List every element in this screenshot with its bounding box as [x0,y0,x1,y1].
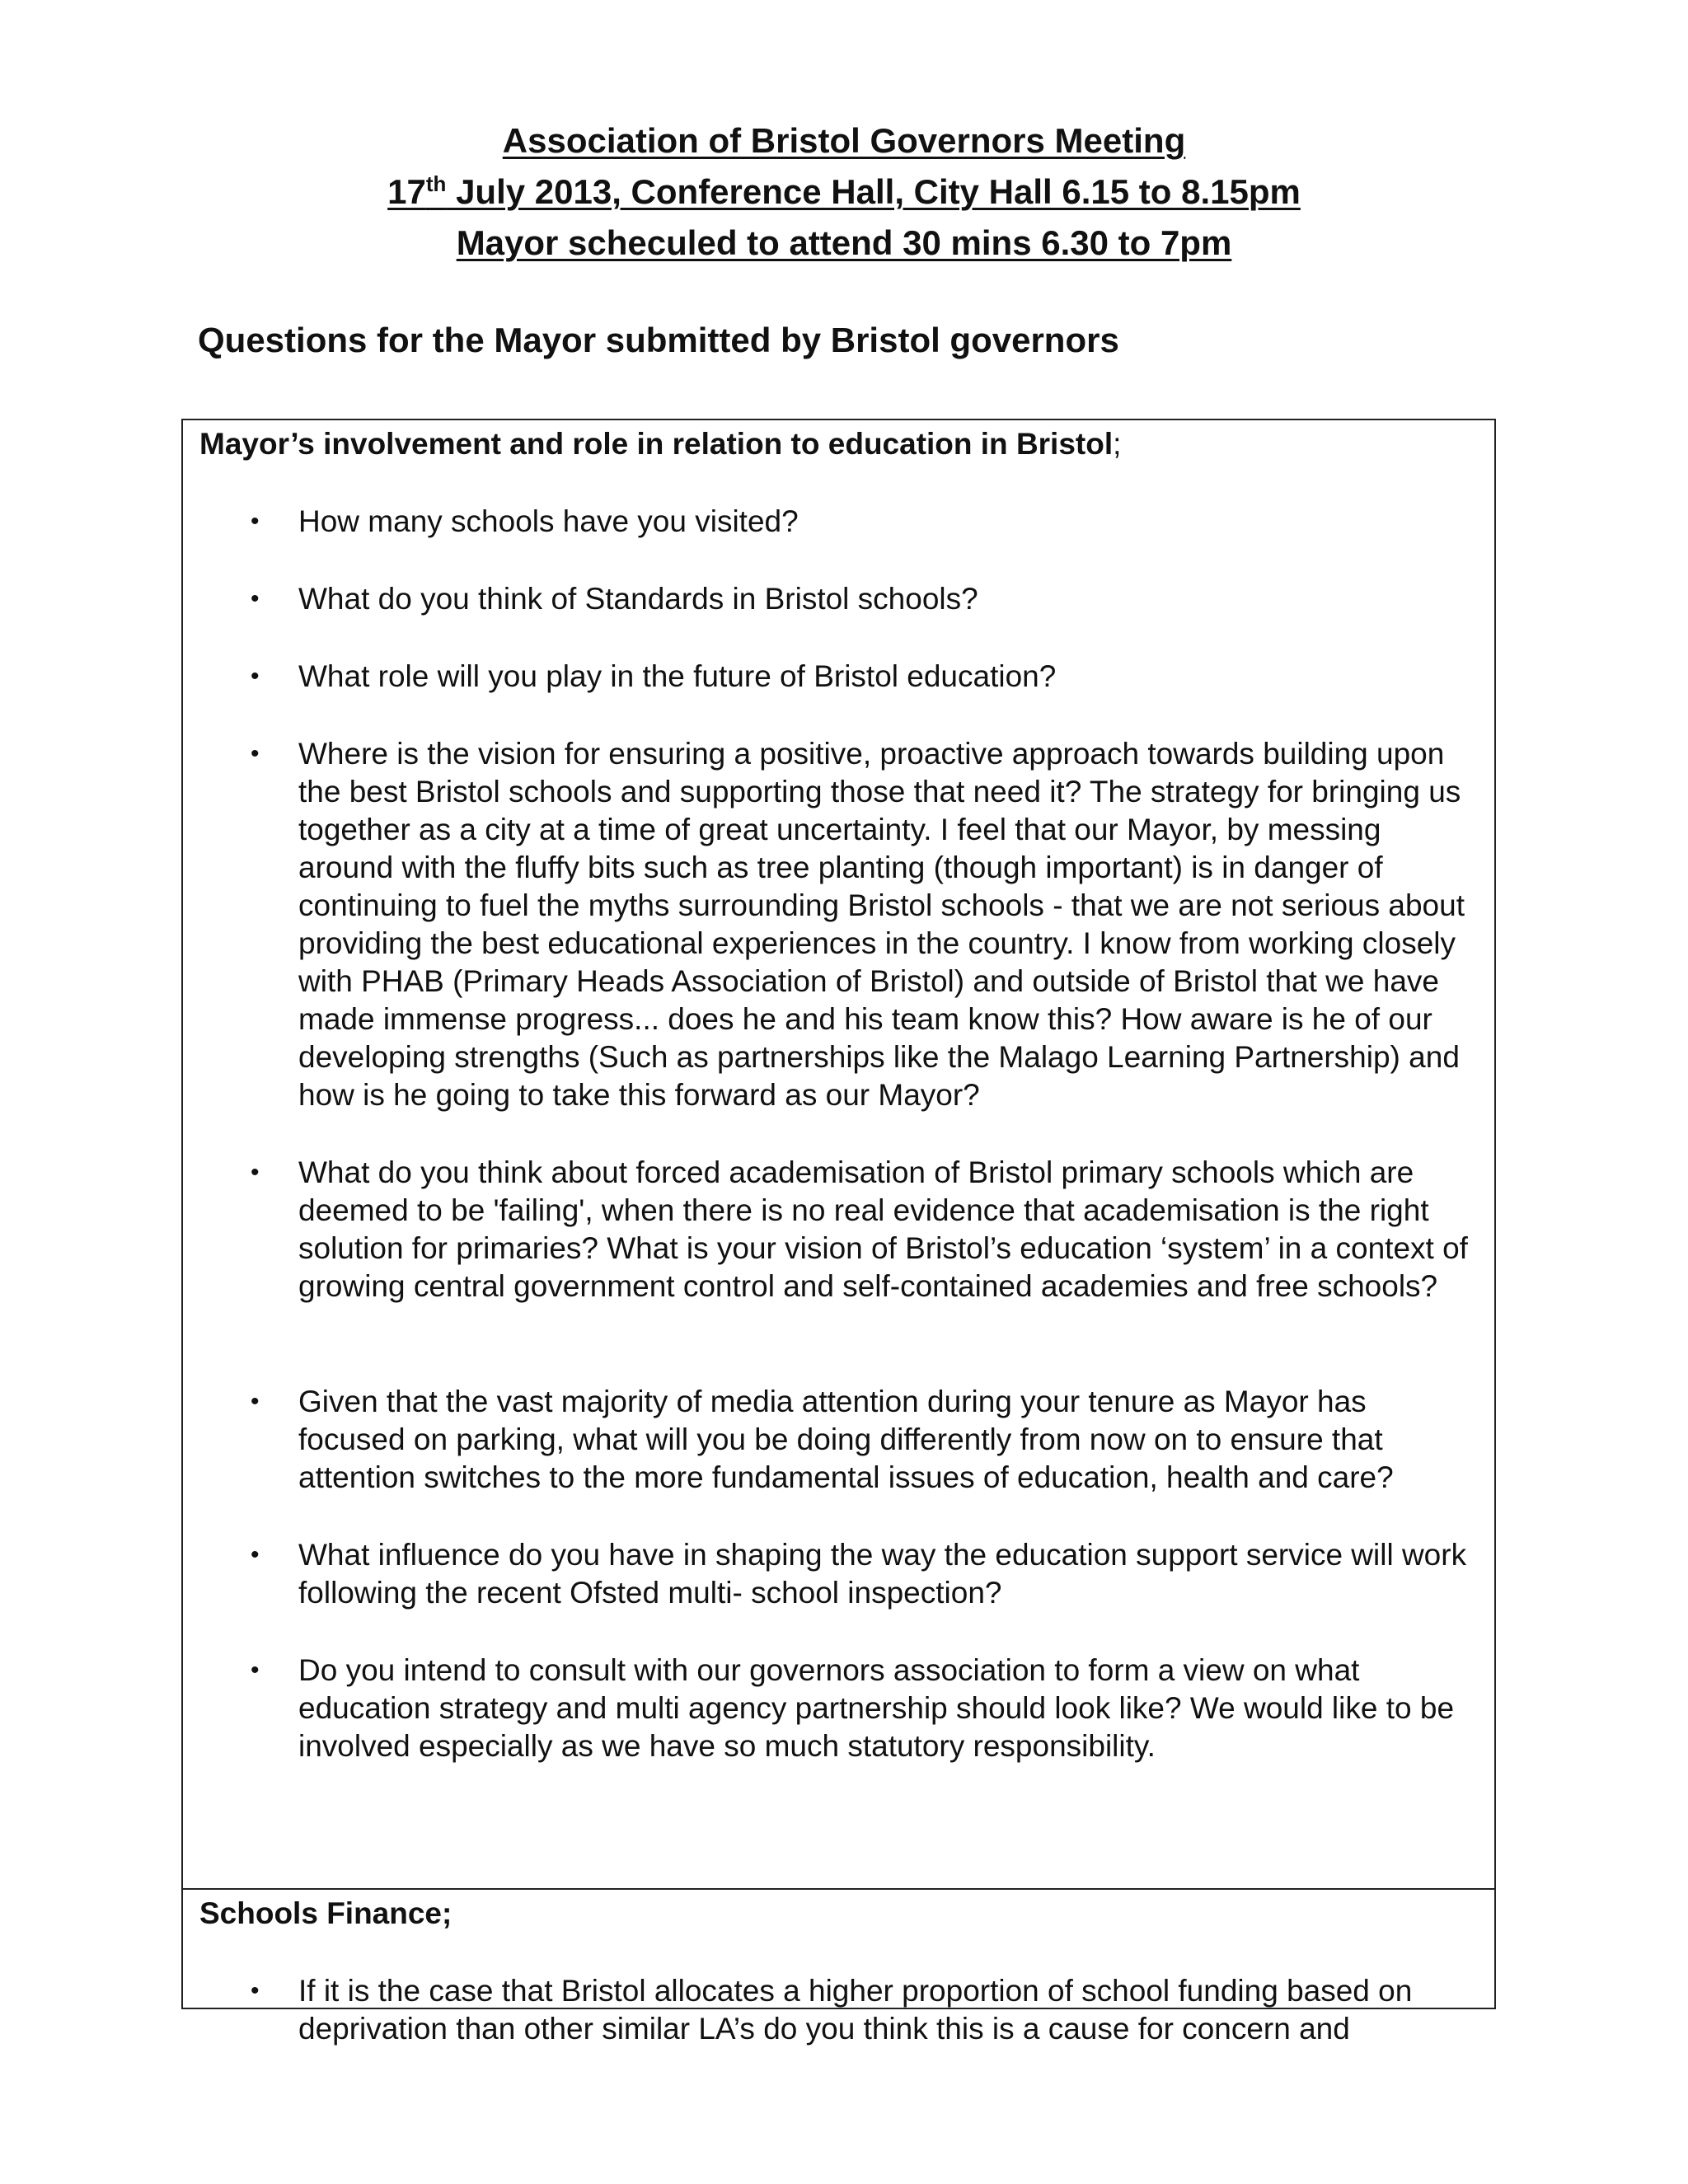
question-text: What role will you play in the future of Bristol education? [298,659,1057,693]
question-item [199,658,1494,696]
header-mayor-schedule: Mayor scheculed to attend 30 mins 6.30 to 7pm [456,223,1232,262]
question-item [199,503,1494,541]
question-item [199,1972,1494,2048]
section-title-text: Mayor’s involvement and role in relation to education in Bristol [199,427,1114,461]
question-item [199,580,1494,618]
bullet-icon: • [251,1541,260,1568]
section-schools-finance [183,1888,1494,2048]
bullet-icon: • [251,1159,260,1186]
question-item [199,735,1494,1114]
header-day: 17 [387,172,426,211]
question-item [199,1536,1494,1612]
bullet-icon: • [251,1657,260,1684]
section-title: Schools Finance; [199,1896,452,1930]
section-title [199,425,1494,463]
bullet-icon: • [251,508,260,535]
header-venue-time: July 2013, Conference Hall, City Hall 6.15 to 8.15pm [446,172,1301,211]
section-mayor-role [183,425,1494,1888]
header-title: Association of Bristol Governors Meeting [502,121,1186,160]
bullet-icon: • [251,1388,260,1415]
question-text: How many schools have you visited? [298,504,799,538]
question-text: Where is the vision for ensuring a positive, proactive approach towards building upon the best Bristol schools and supporting those that need it? The strategy for bringing us together as a city at a time of great uncertainty. I feel that our Mayor, by messing around with the fluffy bits such as tree planting (though important) is in danger of continuing to fuel the myths surrounding Bristol schools - that we are not serious about providing the best educational experiences in the country. I know from working closely with PHAB (Primary Heads Association of Bristol) and outside of Bristol that we have made immense progress... does he and his team know this? How aware is he of our developing strengths (Such as partnerships like the Malago Learning Partnership) and how is he going to take this forward as our Mayor? [298,737,1465,1112]
questions-table [181,419,1496,2046]
question-list [199,503,1494,1765]
question-text: If it is the case that Bristol allocates a higher proportion of school funding based on deprivation than other similar LA’s do you think this is a cause for concern and [298,1974,1413,2046]
page-subtitle: Questions for the Mayor submitted by Bristol governors [198,321,1119,359]
question-text: What do you think about forced academisation of Bristol primary schools which are deemed to be 'failing', when there is no real evidence that academisation is the right solution for primaries? What is your vision of Bristol’s education ‘system’ in a context of growing central government control and self-contained academies and free schools? [298,1155,1468,1303]
bullet-icon: • [251,663,260,690]
section-title-suffix: ; [1113,427,1122,461]
bullet-icon: • [251,1977,260,2004]
question-item [199,1154,1494,1305]
question-text: What influence do you have in shaping the way the education support service will work following the recent Ofsted multi- school inspection? [298,1538,1467,1610]
question-text: Given that the vast majority of media attention during your tenure as Mayor has focused on parking, what will you be doing differently from now on to ensure that attention switches to the more fundamental issues of education, health and care? [298,1385,1394,1494]
bullet-icon: • [251,740,260,767]
question-item [199,1652,1494,1765]
bullet-icon: • [251,585,260,612]
header-day-suffix: th [425,171,447,196]
question-text: What do you think of Standards in Bristol schools? [298,582,978,616]
question-text: Do you intend to consult with our governors association to form a view on what education strategy and multi agency partnership should look like? We would like to be involved especially as we have so much statutory responsibility. [298,1653,1455,1763]
meeting-header [0,115,1688,269]
question-item [199,1383,1494,1497]
header-date-venue [0,166,1688,218]
question-list [199,1972,1494,2048]
